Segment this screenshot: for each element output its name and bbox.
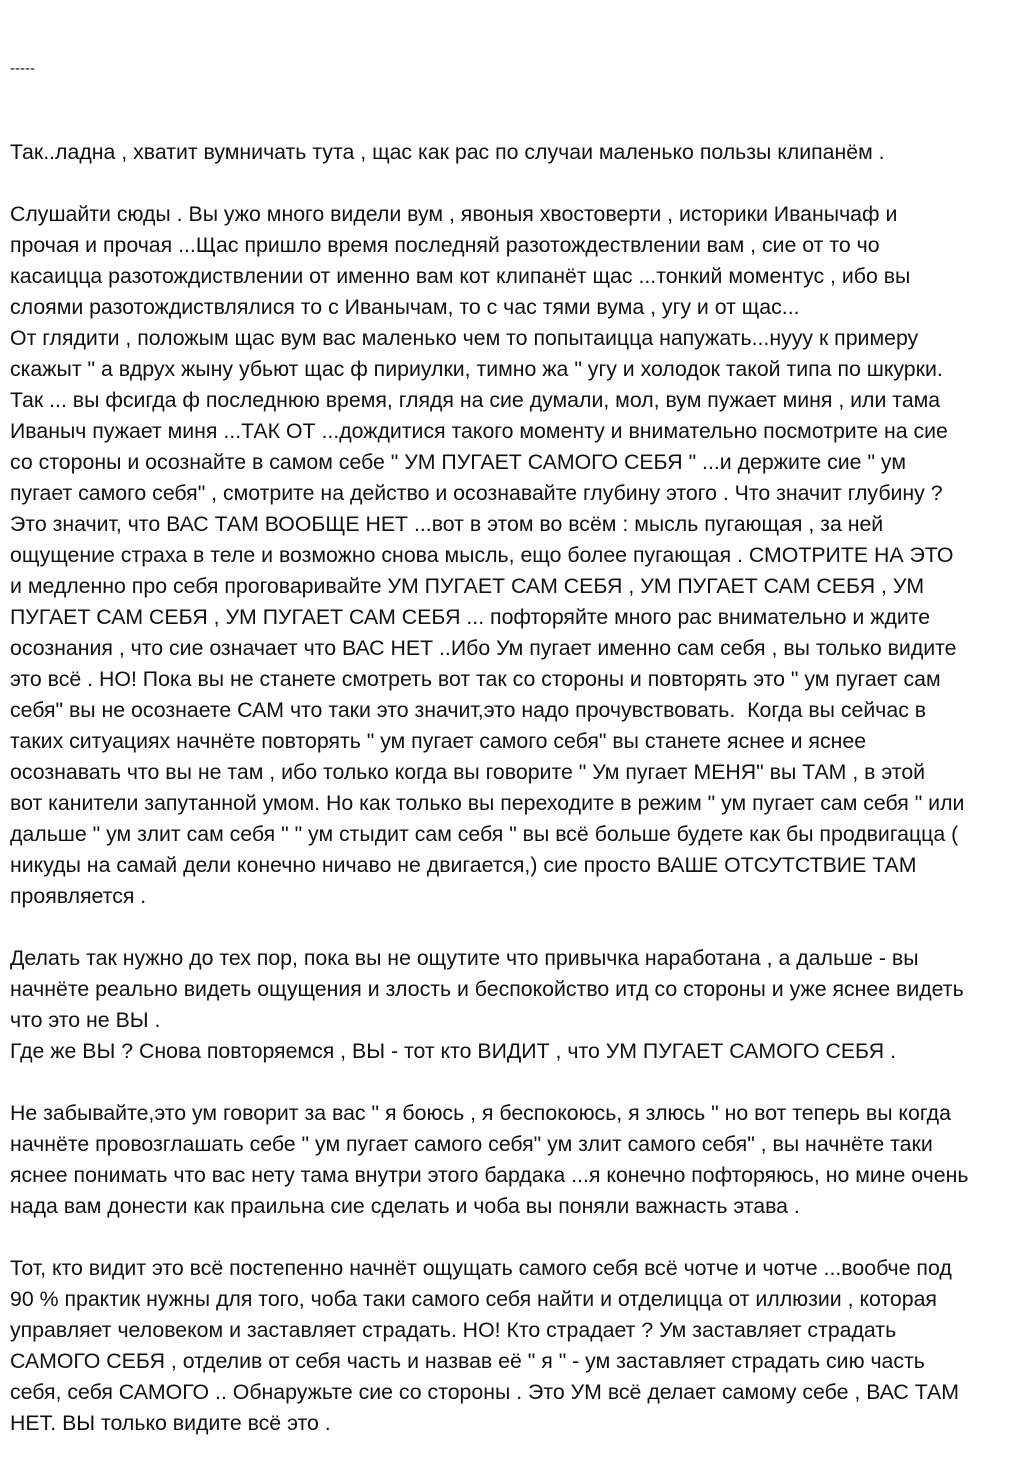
paragraph <box>10 137 1010 168</box>
text-line: Где же ВЫ ? Снова повторяемся , ВЫ - тот кто ВИДИТ , что УМ ПУГАЕТ САМОГО СЕБЯ . <box>10 1039 896 1063</box>
paragraph-gap <box>10 1222 1010 1253</box>
text-line: касаицца разотождиствлении от именно вам кот клипанёт щас ...тонкий моментус , ибо вы <box>10 264 911 288</box>
text-line: ПУГАЕТ САМ СЕБЯ , УМ ПУГАЕТ САМ СЕБЯ ... пофторяйте много рас внимательно и ждите <box>10 605 931 629</box>
text-line: ощущение страха в теле и возможно снова мысль, ещо более пугающая . СМОТРИТЕ НА ЭТО <box>10 543 954 567</box>
paragraph-gap <box>10 1067 1010 1098</box>
text-line: Так ... вы фсигда ф последнюю время, глядя на сие думали, мол, вум пужает миня , или тама <box>10 388 941 412</box>
text-line: Не забывайте,это ум говорит за вас " я боюсь , я беспокоюсь, я злюсь " но вот теперь вы когда <box>10 1101 951 1125</box>
text-line: это всё . НО! Пока вы не станете смотреть вот так со стороны и повторять это " ум пугает сам <box>10 667 941 691</box>
paragraph-gap <box>10 912 1010 943</box>
paragraph <box>10 1098 1010 1222</box>
text-line: начнёте провозглашать себе " ум пугает самого себя" ум злит самого себя" , вы начнёте таки <box>10 1132 933 1156</box>
text-line: вот канители запутанной умом. Но как только вы переходите в режим " ум пугает сам себя " или <box>10 791 965 815</box>
text-line: пугает самого себя" , смотрите на действо и осознавайте глубину этого . Что значит глубину ? <box>10 481 943 505</box>
text-line: себя" вы не осознаете САМ что таки это значит,это надо прочувствовать. Когда вы сейчас в <box>10 698 927 722</box>
text-line: проявляется . <box>10 884 147 908</box>
text-line: осознавать что вы не там , ибо только когда вы говорите " Ум пугает МЕНЯ" вы ТАМ , в этой <box>10 760 926 784</box>
text-line: САМОГО СЕБЯ , отделив от себя часть и назвав её " я " - ум заставляет страдать сию часть <box>10 1349 925 1373</box>
text-line: НЕТ. ВЫ только видите всё это . <box>10 1411 331 1435</box>
document-body <box>10 0 1010 1470</box>
text-line: скажыт " а вдрух жыну убьют щас ф пириулки, тимно жа " угу и холодок такой типа по шкурки. <box>10 357 943 381</box>
text-line: Иваныч пужает миня ...ТАК ОТ ...дождитися такого моменту и внимательно посмотрите на сие <box>10 419 948 443</box>
paragraph <box>10 943 1010 1067</box>
paragraph <box>10 199 1010 912</box>
text-line: Делать так нужно до тех пор, пока вы не ощутите что привычка наработана , а дальше - вы <box>10 946 919 970</box>
text-line: со стороны и осознайте в самом себе " УМ ПУГАЕТ САМОГО СЕБЯ " ...и держите сие " ум <box>10 450 906 474</box>
text-line: таких ситуациях начнёте повторять " ум пугает самого себя" вы станете яснее и яснее <box>10 729 867 753</box>
paragraphs-container <box>10 137 1010 1439</box>
text-line: дальше " ум злит сам себя " " ум стыдит сам себя " вы всё больше будете как бы продвигацца ( <box>10 822 959 846</box>
text-line: 90 % практик нужны для того, чоба таки самого себя найти и отделицца от иллюзии , которая <box>10 1287 937 1311</box>
text-line: Слушайти сюды . Вы ужо много видели вум , явоныя хвостоверти , историки Иванычаф и <box>10 202 898 226</box>
text-line: никуды на самай дели конечно ничаво не двигается,) сие просто ВАШЕ ОТСУТСТВИЕ ТАМ <box>10 853 917 877</box>
text-line: Тот, кто видит это всё постепенно начнёт ощущать самого себя всё чотче и чотче ...вообче под <box>10 1256 952 1280</box>
text-line: прочая и прочая ...Щас пришло время последняй разотождествлении вам , сие от то чо <box>10 233 880 257</box>
text-line: нада вам донести как праильна сие сделать и чоба вы поняли важнасть этава . <box>10 1194 800 1218</box>
text-line: слоями разотождиствлялися то с Иванычам, то с час тями вума , угу и от щас... <box>10 295 800 319</box>
paragraph <box>10 1253 1010 1439</box>
text-line: начнёте реально видеть ощущения и злость и беспокойство итд со стороны и уже яснее видеть <box>10 977 964 1001</box>
text-line: и медленно про себя проговаривайте УМ ПУГАЕТ САМ СЕБЯ , УМ ПУГАЕТ САМ СЕБЯ , УМ <box>10 574 925 598</box>
text-line: Так..ладна , хватит вумничать тута , щас как рас по случаи маленько пользы клипанём . <box>10 140 885 164</box>
separator-line: ----- <box>10 60 35 77</box>
text-line: осознания , что сие означает что ВАС НЕТ ..Ибо Ум пугает именно сам себя , вы только видите <box>10 636 957 660</box>
text-line: От глядити , положым щас вум вас маленько чем то попытаицца напужать...нууу к примеру <box>10 326 919 350</box>
text-line: Это значит, что ВАС ТАМ ВООБЩЕ НЕТ ...вот в этом во всём : мысль пугающая , за ней <box>10 512 884 536</box>
text-line: управляет человеком и заставляет страдать. НО! Кто страдает ? Ум заставляет страдать <box>10 1318 897 1342</box>
text-line: себя, себя САМОГО .. Обнаружьте сие со стороны . Это УМ всё делает самому себе , ВАС ТАМ <box>10 1380 959 1404</box>
text-line: что это не ВЫ . <box>10 1008 161 1032</box>
paragraph-gap <box>10 168 1010 199</box>
text-line: яснее понимать что вас нету тама внутри этого бардака ...я конечно пофторяюсь, но мине очень <box>10 1163 969 1187</box>
